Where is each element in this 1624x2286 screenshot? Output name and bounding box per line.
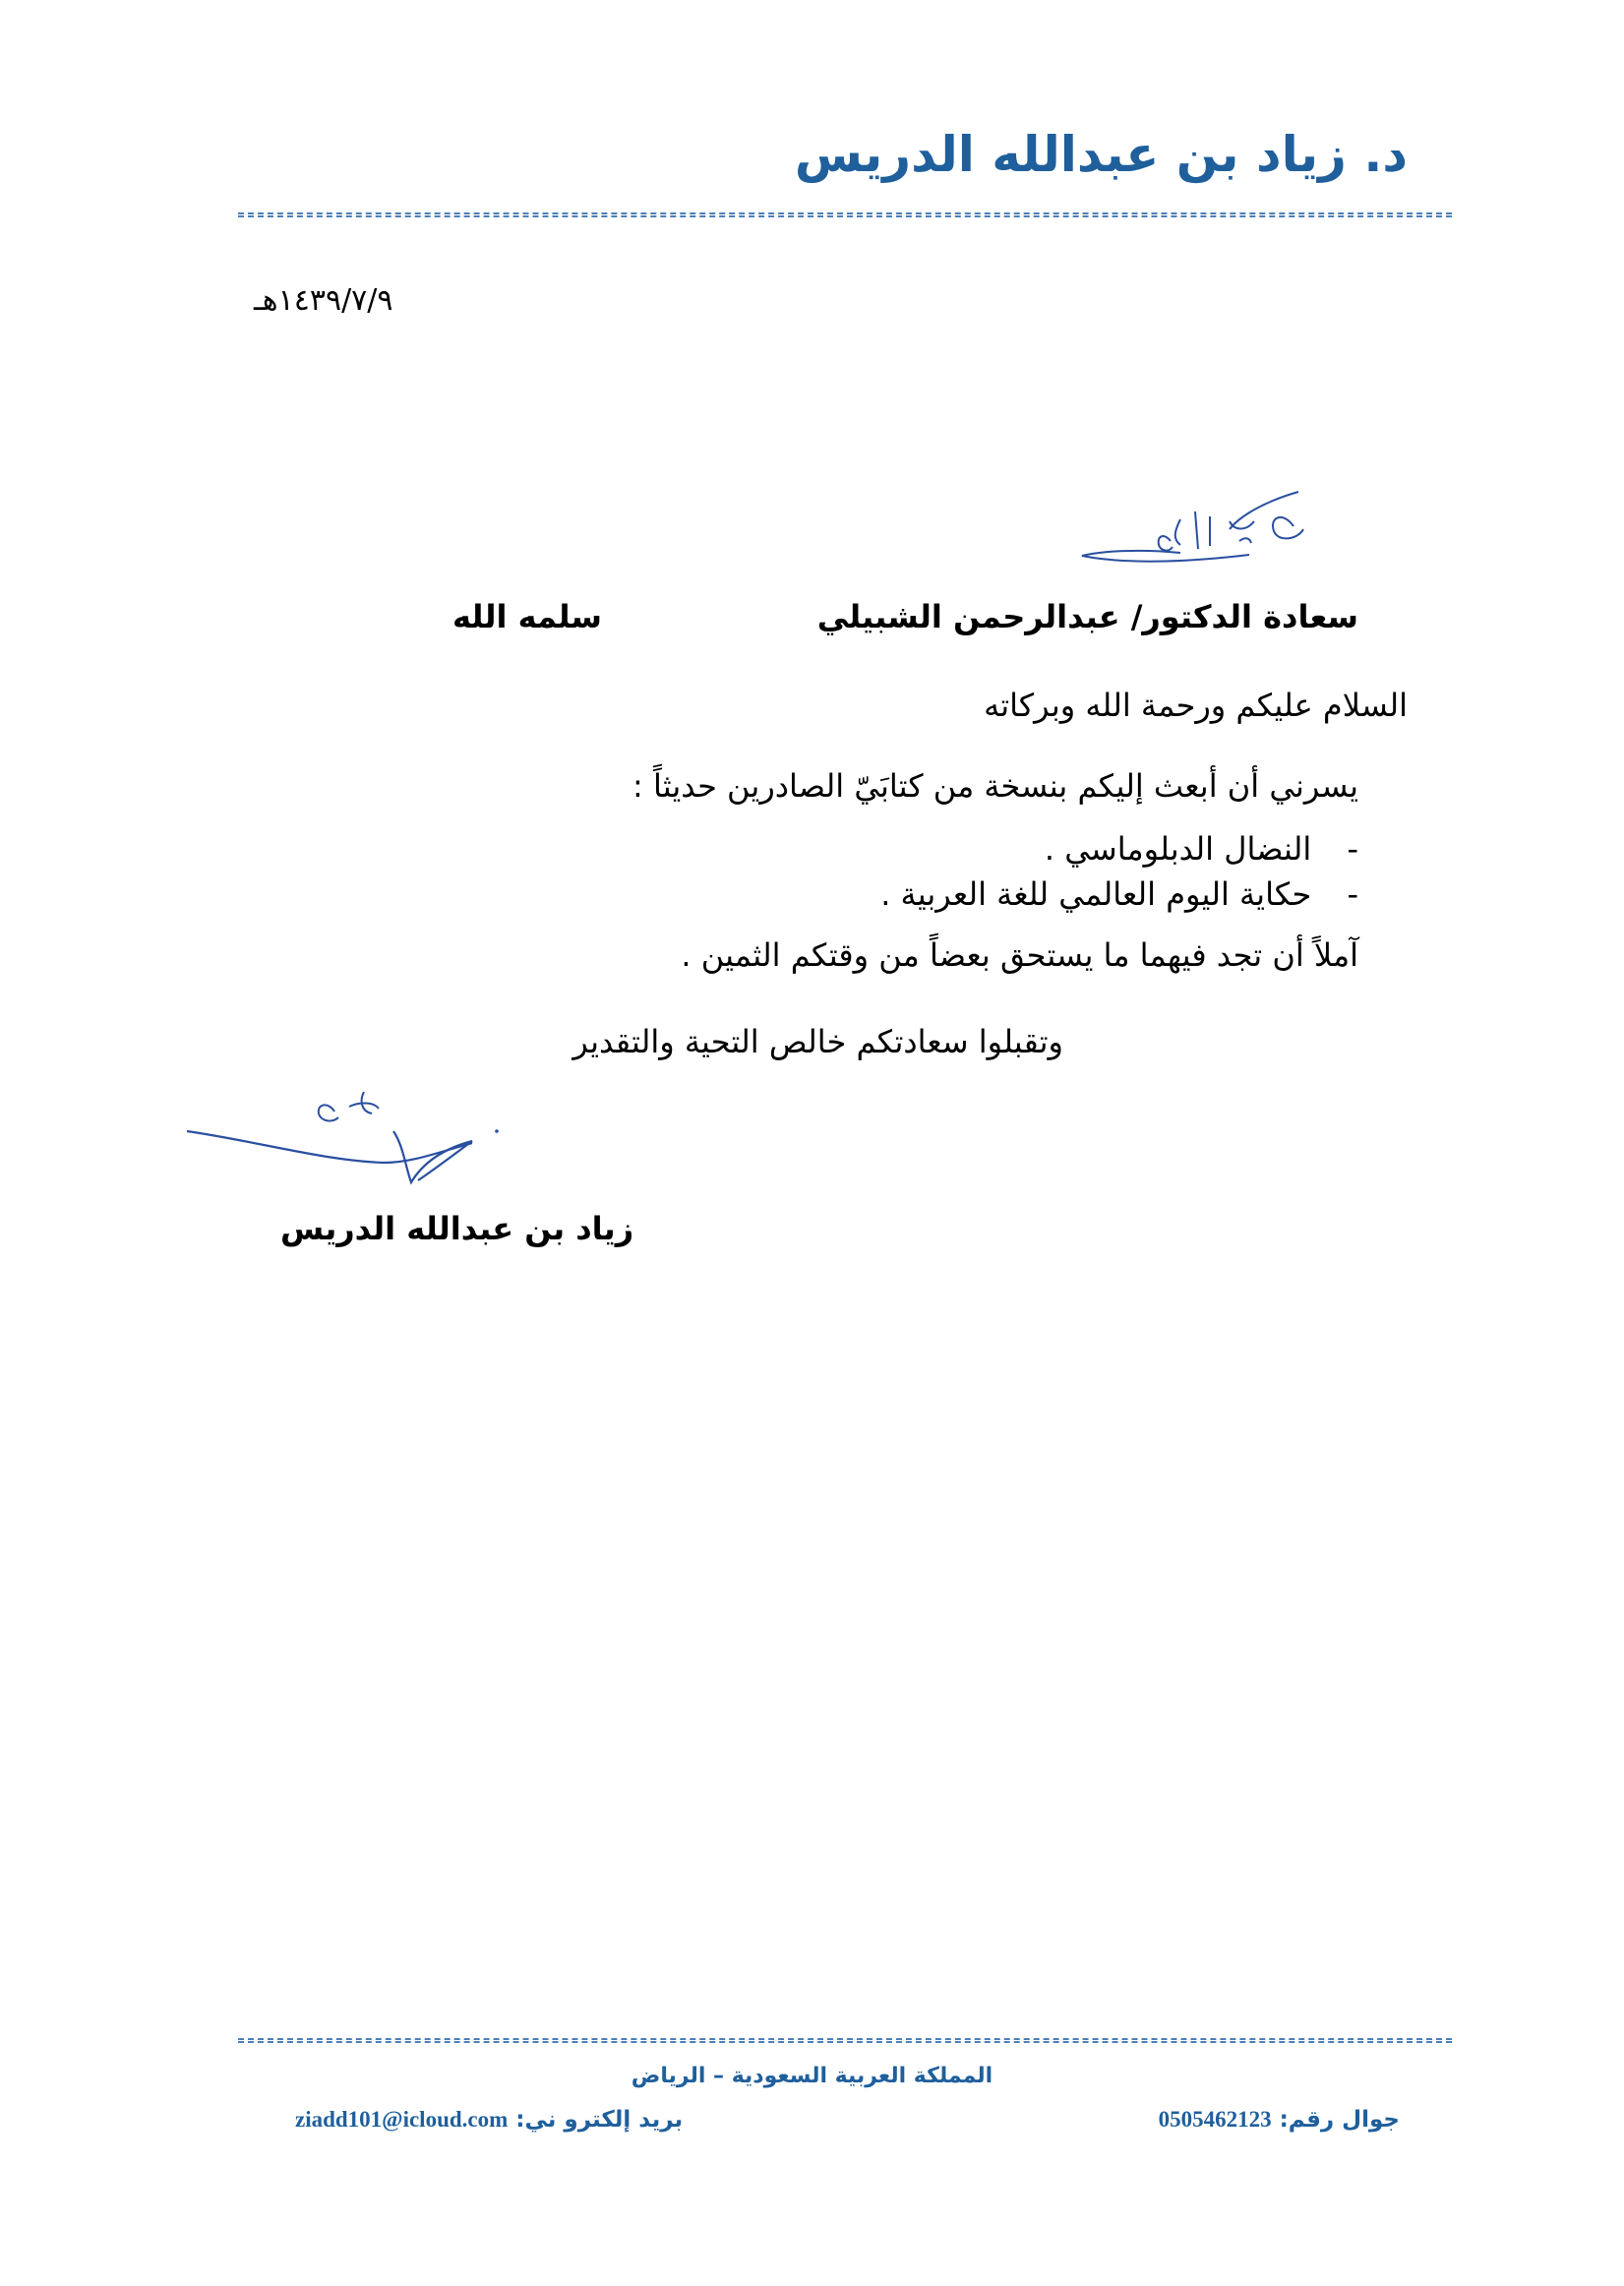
footer-phone <box>1159 2107 1400 2133</box>
letterhead-name: د. زياد بن عبدالله الدريس <box>794 126 1408 183</box>
header-divider <box>238 212 1452 217</box>
list-item-text: النضال الدبلوماسي . <box>1044 830 1312 868</box>
letter-date: ١٤٣٩/٧/٩هـ <box>254 283 393 318</box>
footer-divider <box>238 2038 1452 2043</box>
signer-name: زياد بن عبدالله الدريس <box>280 1210 634 1247</box>
addressee-blessing: سلمه الله <box>452 598 602 635</box>
email-address[interactable]: ziadd101@icloud.com <box>295 2107 509 2132</box>
greeting: السلام عليكم ورحمة الله وبركاته <box>984 687 1408 724</box>
email-label: بريد إلكترو ني: <box>515 2107 684 2133</box>
list-item <box>880 875 1358 913</box>
list-item-text: حكاية اليوم العالمي للغة العربية . <box>880 875 1312 913</box>
handwritten-annotation <box>1062 472 1338 580</box>
intro-paragraph: يسرني أن أبعث إليكم بنسخة من كتابَيّ الصادرين حديثاً : <box>632 767 1358 805</box>
list-bullet: - <box>1347 875 1358 913</box>
phone-number: 0505462123 <box>1158 2107 1272 2132</box>
list-item <box>1045 830 1358 868</box>
phone-label: جوال رقم: <box>1279 2107 1400 2133</box>
list-bullet: - <box>1347 830 1358 868</box>
addressee-line: سعادة الدكتور/ عبدالرحمن الشبيلي <box>816 598 1358 635</box>
handwritten-signature <box>177 1072 511 1210</box>
footer-country: المملكة العربية السعودية – الرياض <box>631 2064 993 2088</box>
hope-paragraph: آملاً أن تجد فيهما ما يستحق بعضاً من وقتكم الثمين . <box>681 936 1358 974</box>
footer-email <box>295 2107 683 2133</box>
regards-paragraph: وتقبلوا سعادتكم خالص التحية والتقدير <box>572 1023 1063 1060</box>
